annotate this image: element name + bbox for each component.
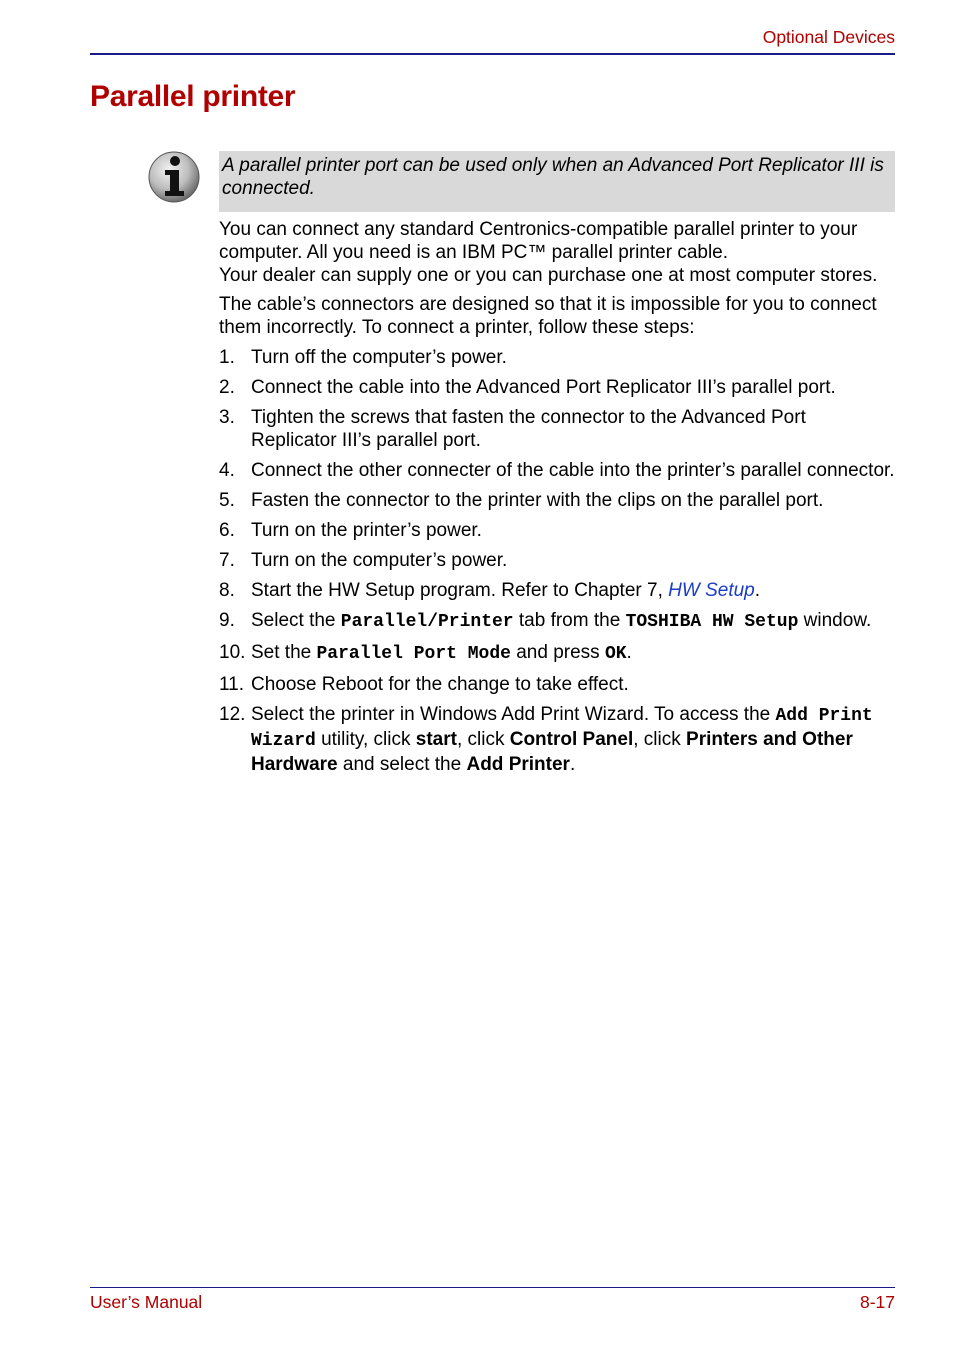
list-item: 10. Set the Parallel Port Mode and press OK. xyxy=(219,642,632,664)
note-text: A parallel printer port can be used only when an Advanced Port Replicator III is connected. xyxy=(222,155,884,199)
bold-control-panel: Control Panel xyxy=(509,729,634,750)
list-item: 4. Connect the other connecter of the cable into the printer’s parallel connector. xyxy=(219,460,895,481)
intro-line-1: You can connect any standard Centronics-compatible parallel printer to your computer. All you need is an IBM PC™ parallel printer cable. xyxy=(219,219,858,263)
list-item: 2. Connect the cable into the Advanced Port Replicator III’s parallel port. xyxy=(219,377,836,398)
list-item: 6. Turn on the printer’s power. xyxy=(219,520,482,541)
code-add-print-wizard: Add Print Wizard xyxy=(251,706,873,751)
code-ok: OK xyxy=(604,644,627,664)
footer-divider xyxy=(90,1287,895,1288)
page-title: Parallel printer xyxy=(90,80,296,113)
code-parallel-port-mode: Parallel Port Mode xyxy=(316,644,511,664)
main-content xyxy=(219,218,895,783)
list-item: 11. Choose Reboot for the change to take effect. xyxy=(219,674,629,695)
bold-printers-hardware: Printers and Other Hardware xyxy=(251,729,853,775)
footer-manual-label: User’s Manual xyxy=(90,1292,203,1312)
list-item: 1. Turn off the computer’s power. xyxy=(219,347,507,368)
cable-paragraph: The cable’s connectors are designed so that it is impossible for you to connect them incorrectly. To connect a printer, follow these steps: xyxy=(219,294,877,338)
bold-add-printer: Add Printer xyxy=(466,754,570,775)
list-item: 5. Fasten the connector to the printer with the clips on the parallel port. xyxy=(219,490,824,511)
code-parallel-printer: Parallel/Printer xyxy=(340,612,514,632)
list-item: 9. Select the Parallel/Printer tab from the TOSHIBA HW Setup window. xyxy=(219,610,872,632)
note-box xyxy=(219,151,895,212)
code-toshiba-hw-setup: TOSHIBA HW Setup xyxy=(625,612,799,632)
header-section-label: Optional Devices xyxy=(762,27,895,47)
intro-line-2: Your dealer can supply one or you can purchase one at most computer stores. xyxy=(219,265,878,286)
list-item: 7. Turn on the computer’s power. xyxy=(219,550,508,571)
list-item: 3. Tighten the screws that fasten the connector to the Advanced Port Replicator III’s parallel port. xyxy=(219,407,806,451)
bold-start: start xyxy=(415,729,457,750)
header-divider xyxy=(90,53,895,55)
hw-setup-link[interactable]: HW Setup xyxy=(668,580,755,601)
page-number: 8-17 xyxy=(859,1292,895,1312)
steps-list xyxy=(219,346,895,776)
intro-paragraph xyxy=(219,218,895,287)
list-item: 8. Start the HW Setup program. Refer to Chapter 7, HW Setup. xyxy=(219,580,761,601)
info-icon xyxy=(147,150,201,204)
list-item: 12. Select the printer in Windows Add Print Wizard. To access the Add Print Wizard utility, click start, click Control Panel, click Printers and Other Hardware and select the Add Printer. xyxy=(219,704,873,775)
